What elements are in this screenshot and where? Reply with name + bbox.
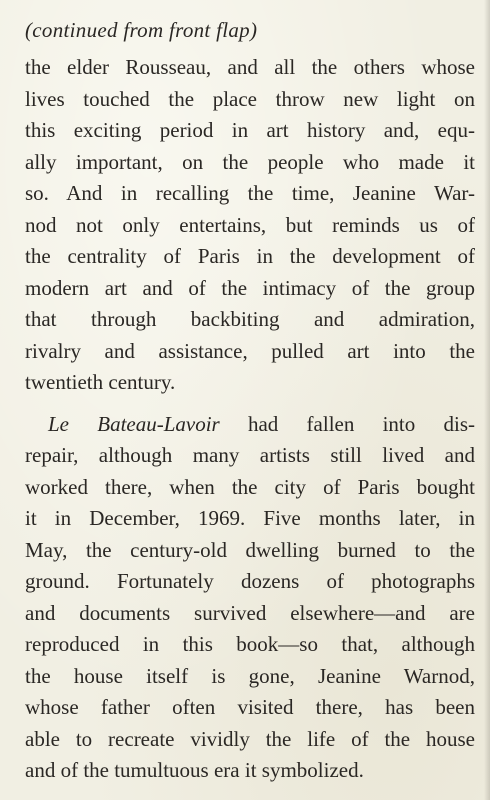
text-line: worked there, when the city of Paris bought (25, 474, 475, 499)
book-title: Le Bateau-Lavoir (48, 411, 220, 436)
text-line: reproduced in this book—so that, although (25, 632, 475, 656)
text-line: that through backbiting and admiration, (25, 307, 475, 331)
text-line: modern art and of the intimacy of the group (25, 275, 475, 300)
text-line: twentieth century. (25, 370, 176, 394)
text-line (25, 409, 475, 441)
flap-text (25, 52, 475, 787)
text-line: and documents survived elsewhere—and are (25, 600, 475, 625)
text-line: it in December, 1969. Five months later, in (25, 506, 475, 530)
text-line: ally important, on the people who made it (25, 149, 475, 174)
paragraph-2 (25, 409, 475, 787)
text-line: ground. Fortunately dozens of photographs (25, 569, 475, 593)
text-line: and of the tumultuous era it symbolized. (25, 758, 364, 782)
text-line: rivalry and assistance, pulled art into the (25, 338, 475, 363)
text-line: this exciting period in art history and, equ- (25, 118, 475, 142)
text-line: able to recreate vividly the life of the house (25, 726, 475, 751)
text-line: lives touched the place throw new light on (25, 86, 475, 111)
text-line: the centrality of Paris in the development of (25, 244, 475, 268)
text-line: the house itself is gone, Jeanine Warnod, (25, 663, 475, 688)
text-line: so. And in recalling the time, Jeanine War- (25, 181, 475, 205)
text-line: the elder Rousseau, and all the others whose (25, 55, 475, 79)
text-line: repair, although many artists still lived and (25, 443, 475, 467)
text-line: May, the century-old dwelling burned to the (25, 537, 475, 562)
paragraph-1 (25, 52, 475, 399)
paragraph-spacer (25, 399, 475, 409)
text-fragment: had fallen into dis- (219, 411, 476, 436)
continued-note: (continued from front flap) (25, 18, 258, 42)
text-line: nod not only entertains, but reminds us of (25, 212, 475, 237)
text-line: whose father often visited there, has been (25, 695, 475, 719)
